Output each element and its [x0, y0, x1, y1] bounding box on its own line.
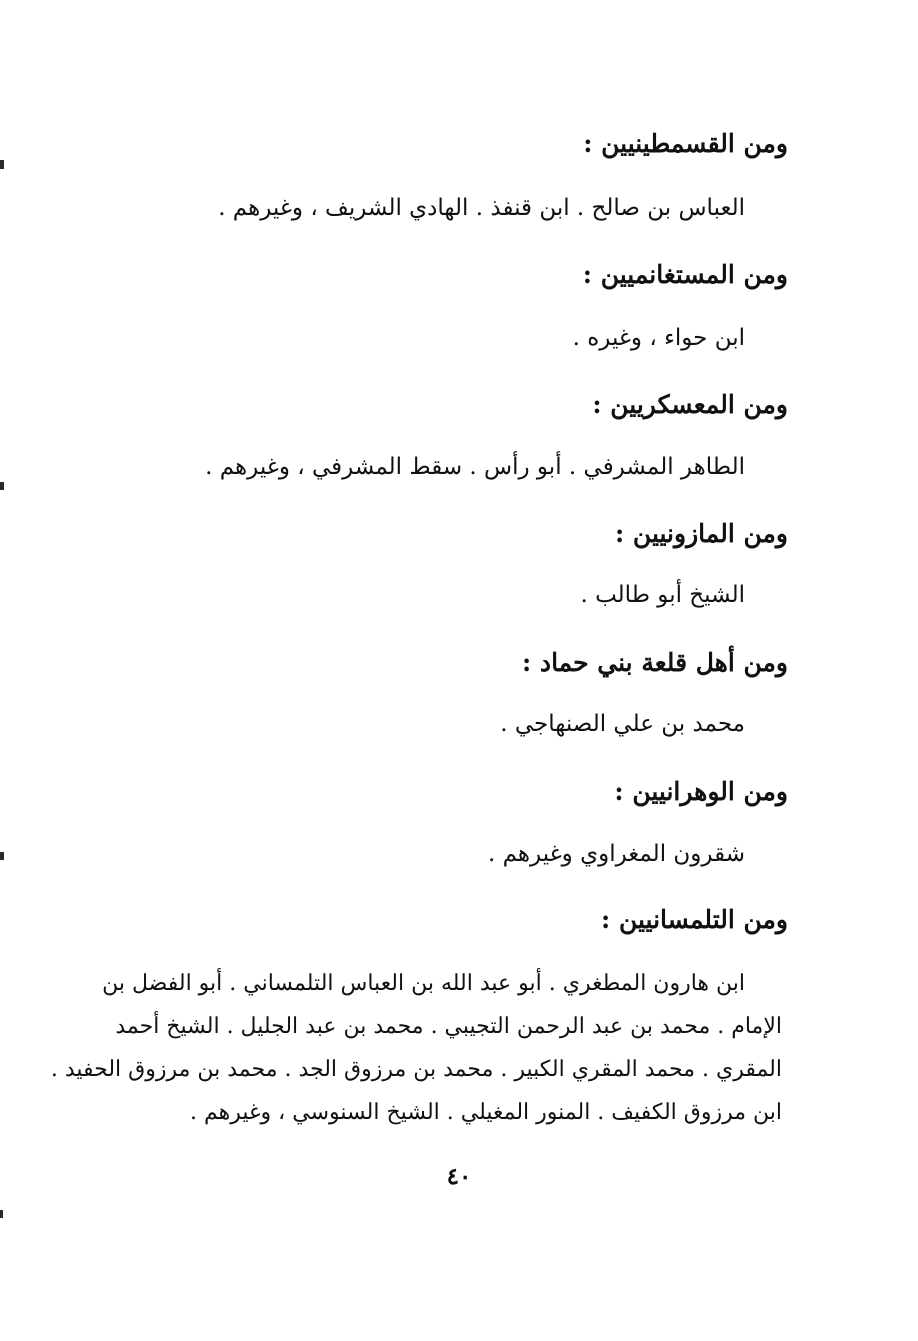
- section-entry-mostaganem: ابن حواء ، وغيره .: [572, 325, 745, 351]
- section-heading-mascara: ومن المعسكريين :: [592, 390, 788, 419]
- scan-speck: [0, 160, 4, 169]
- section-heading-mostaganem: ومن المستغانميين :: [582, 260, 788, 289]
- section-heading-mazouna: ومن المازونيين :: [615, 519, 788, 548]
- page-number: ٤٠: [446, 1163, 472, 1190]
- section-heading-tlemcen: ومن التلمسانيين :: [601, 905, 788, 934]
- section-entry-mazouna: الشيخ أبو طالب .: [580, 582, 745, 608]
- section-heading-constantine: ومن القسمطينيين :: [583, 129, 788, 158]
- paragraph-line: ابن مرزوق الكفيف . المنور المغيلي . الشيخ السنوسي ، وغيرهم .: [190, 1100, 782, 1125]
- section-entry-oran: شقرون المغراوي وغيرهم .: [487, 841, 745, 867]
- scan-speck: [0, 852, 4, 860]
- paragraph-line: المقري . محمد المقري الكبير . محمد بن مرزوق الجد . محمد بن مرزوق الحفيد .: [50, 1057, 782, 1082]
- paragraph-line: الإمام . محمد بن عبد الرحمن التجيبي . محمد بن عبد الجليل . الشيخ أحمد: [115, 1014, 782, 1039]
- paragraph-line: ابن هارون المطغري . أبو عبد الله بن العباس التلمساني . أبو الفضل بن: [102, 971, 745, 996]
- section-entry-constantine: العباس بن صالح . ابن قنفذ . الهادي الشريف ، وغيرهم .: [218, 195, 745, 221]
- section-entry-qalaa-beni-hammad: محمد بن علي الصنهاجي .: [500, 711, 745, 737]
- scan-speck: [0, 482, 4, 490]
- scan-speck: [0, 1210, 3, 1218]
- section-entry-mascara: الطاهر المشرفي . أبو رأس . سقط المشرفي ، وغيرهم .: [205, 454, 745, 480]
- section-paragraph-tlemcen: [50, 962, 782, 1134]
- section-heading-oran: ومن الوهرانيين :: [614, 777, 788, 806]
- section-heading-qalaa-beni-hammad: ومن أهل قلعة بني حماد :: [522, 648, 788, 677]
